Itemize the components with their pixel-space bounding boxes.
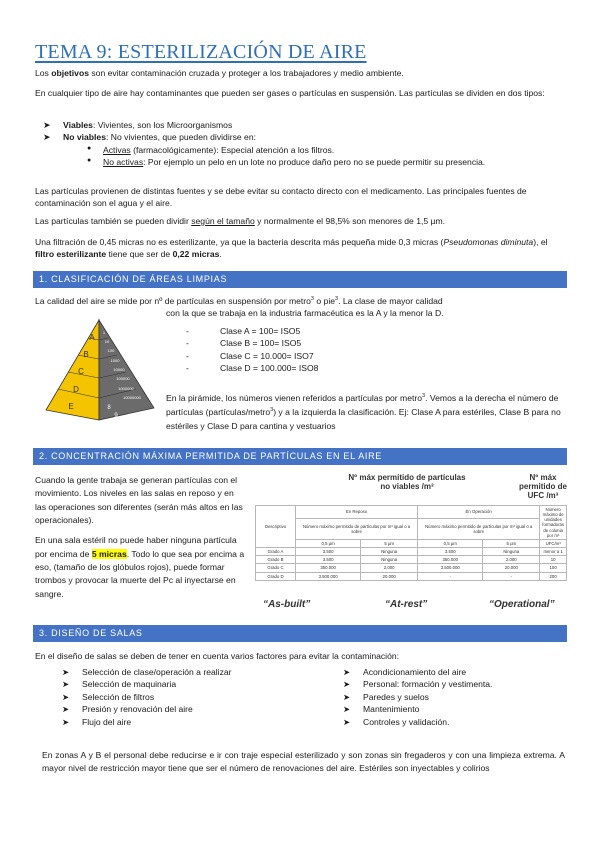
- table-unit: UFC/m³: [540, 539, 567, 547]
- arrow-bullet-icon: ➤: [343, 716, 351, 727]
- page-title: TEMA 9: ESTERILIZACIÓN DE AIRE: [35, 41, 367, 63]
- class-list: [166, 325, 565, 375]
- table-header-ufc: Número máximo de unidades formadoras de colonia por m³: [540, 506, 567, 540]
- arrow-bullet-icon: ➤: [343, 679, 351, 690]
- list-item-class-b: - Clase B = 100= ISO5: [186, 337, 565, 349]
- intro-particles: En cualquier tipo de aire hay contaminantes que pueden ser gases o partículas en suspensión. Las partículas se dividen en dos tipos:: [35, 88, 545, 98]
- pyramid-letter-e: E: [68, 402, 74, 411]
- list-item: ➤ Controles y validación.: [343, 716, 450, 727]
- list-item: ➤ Mantenimiento: [343, 704, 420, 715]
- list-item: ➤ Selección de maquinaria: [62, 679, 177, 690]
- pyramid-number: 1: [102, 330, 106, 335]
- table-header-operacion: En Operación: [418, 506, 540, 519]
- section-heading-2: 2. CONCENTRACIÓN MÁXIMA PERMITIDA DE PARTÍCULAS EN EL AIRE: [33, 448, 567, 465]
- list-item: ➤ Personal: formación y vestimenta.: [343, 679, 493, 690]
- list-item: ➤ Selección de clase/operación a realizar: [62, 667, 232, 677]
- section1-pyramid-text: En la pirámide, los números vienen referidos a partículas por metro$^3$. Vemos a la derecha el número de partículas (partículas/metro$^3$) y a la izquierda la clasificación. Ej: Clase A para estériles, Clase B para no estériles y Clase D para cantina y vestuarios: [166, 393, 561, 431]
- list-item-no-activas: ● No activas: Por ejemplo un pelo en un lote no produce daño pero no se puede permitir su presencia.: [87, 156, 565, 168]
- section1-intro: La calidad del aire se mide por nº de partículas en suspensión por metro$^3$ o pie$^3$. La clase de mayor calidad con la que se trabaja en la industria farmacéutica es la A y la menor la D.: [35, 296, 444, 319]
- list-item: ➤ Selección de filtros: [62, 691, 155, 702]
- list-item: ➤ Flujo del aire: [62, 716, 132, 727]
- intro-objectives: Los objetivos son evitar contaminación cruzada y proteger a los trabajadores y medio ambiente.: [35, 68, 404, 78]
- design-factors-right: [343, 666, 492, 728]
- table-header-descriptivo: Descriptivo: [256, 506, 296, 548]
- list-item-class-a: - Clase A = 100= ISO5: [186, 325, 565, 337]
- arrow-bullet-icon: ➤: [343, 691, 351, 702]
- section3-intro: En el diseño de salas se deben de tener en cuenta varios factores para evitar la contaminación:: [35, 651, 400, 661]
- table-size: 0,5 µm: [418, 539, 483, 547]
- pyramid-number: 10000000: [123, 395, 141, 400]
- table-size: 5 µm: [361, 539, 418, 547]
- table-subheader: Número máximo permitido de partículas por m³ igual o a sobre: [418, 518, 540, 539]
- section2-text: Cuando la gente trabaja se generan partículas con el movimiento. Los niveles en las salas en reposo y en las operaciones son diferentes (serán más altos en las operacionales). En una sala estéril no puede haber ninguna partícula por encima de 5 micras. Todo lo que sea por encima a eso, (tamaño de los glóbulos rojos), puede formar trombos y provocar la muerte del Pc al inyectarse en sangre.: [35, 475, 245, 599]
- arrow-bullet-icon: ➤: [43, 120, 51, 130]
- list-item: ➤ Presión y renovación del aire: [62, 704, 193, 715]
- intro-size: Las partículas también se pueden dividir según el tamaño y normalmente el 98,5% son menores de 1,5 µm.: [35, 216, 446, 226]
- table-size: 5 µm: [483, 539, 540, 547]
- pyramid-letter-b: B: [83, 350, 89, 359]
- arrow-bullet-icon: ➤: [343, 667, 351, 677]
- table-label-ufc: Nº máx permitido de UFC /m³: [518, 473, 567, 501]
- particle-types-list: [35, 119, 565, 169]
- pyramid-number: 1000: [110, 358, 120, 363]
- table-size: 0,5 µm: [296, 539, 361, 547]
- pyramid-number: 1000000: [118, 386, 134, 391]
- pyramid-number: 100000: [116, 376, 130, 381]
- design-factors-left: [62, 666, 232, 728]
- section-heading-1: 1. CLASIFICACIÓN DE ÁREAS LIMPIAS: [33, 271, 567, 288]
- arrow-bullet-icon: ➤: [62, 704, 70, 715]
- arrow-bullet-icon: ➤: [62, 691, 70, 702]
- pyramid-number: 100: [107, 348, 115, 353]
- intro-filtration: Una filtración de 0,45 micras no es esterilizante, ya que la bacteria descrita más pequeña mide 0,3 micras (Pseudomonas diminuta), el filtro esterilizante tiene que ser de 0,22 micras.: [35, 237, 548, 260]
- list-item-activas: ● Activas (farmacológicamente): Especial atención a los filtros.: [87, 144, 565, 156]
- table-row: Grado C 350.000 2.000 3.500.000 20.000 100: [256, 564, 567, 572]
- intro-sources: Las partículas provienen de distintas fuentes y se debe evitar su contacto directo con el medicamento. Las principales fuentes de contaminación son el agua y el aire.: [35, 186, 527, 209]
- list-item-viables: ➤ Viables: Vivientes, son los Microorganismos: [35, 119, 565, 131]
- section-heading-3: 3. DISEÑO DE SALAS: [33, 625, 567, 642]
- arrow-bullet-icon: ➤: [62, 667, 70, 677]
- table-row: Grado B 3.500 Ninguna 350.000 2.000 10: [256, 556, 567, 564]
- pyramid-letter-c: C: [78, 367, 84, 376]
- pyramid-number: 9: [114, 413, 118, 419]
- arrow-bullet-icon: ➤: [343, 704, 351, 715]
- label-at-rest: “At-rest”: [385, 599, 428, 610]
- pyramid-number: 8: [107, 405, 111, 411]
- particle-limits-table: [255, 473, 567, 613]
- pyramid-number: 10: [104, 339, 110, 344]
- table-header-reposo: En Reposo: [296, 506, 418, 519]
- table-row: Grado D 3.500.000 20.000 - - 200: [256, 572, 567, 580]
- list-item-class-c: - Clase C = 10.000= ISO7: [186, 350, 565, 362]
- label-operational: “Operational”: [489, 599, 555, 610]
- arrow-bullet-icon: ➤: [43, 132, 51, 143]
- cleanroom-pyramid: [38, 318, 160, 422]
- table-label-particles: Nº máx permitido de partículas no viables /m³: [348, 473, 466, 492]
- particles-table: [255, 505, 567, 581]
- arrow-bullet-icon: ➤: [62, 716, 70, 727]
- list-item-class-d: - Clase D = 100.000= ISO8: [186, 362, 565, 374]
- pyramid-letter-d: D: [73, 385, 79, 394]
- arrow-bullet-icon: ➤: [62, 679, 70, 690]
- list-item: ➤ Acondicionamiento del aire: [343, 667, 467, 677]
- list-item-no-viables: ➤ No viables: No vivientes, que pueden dividirse en:: [35, 131, 565, 143]
- design-factors: [35, 666, 565, 746]
- list-item: ➤ Paredes y suelos: [343, 691, 429, 702]
- section3-closing: En zonas A y B el personal debe reducirse e ir con traje especial esterilizado y son zonas sin fregaderos y con una limpieza extrema. A mayor nivel de restricción mayor tiene que ser el número de renovaciones del aire. Estériles son inyectables y colirios: [42, 750, 565, 774]
- pyramid-letter-a: A: [89, 333, 95, 342]
- pyramid-number: 10000: [113, 367, 125, 372]
- table-subheader: Número máximo permitido de partículas por m³ igual o a sobre: [296, 518, 418, 539]
- table-row: Grado A 3.500 Ninguna 3.500 Ninguna menor a 1: [256, 548, 567, 556]
- label-as-built: “As-built”: [263, 599, 311, 610]
